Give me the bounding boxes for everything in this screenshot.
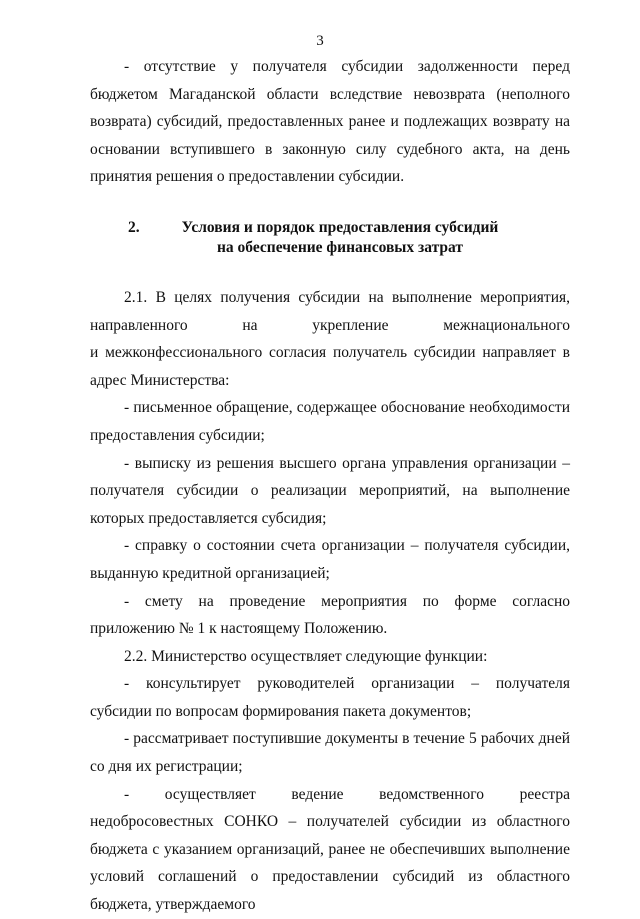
section-title-line2: на обеспечение финансовых затрат <box>216 238 464 256</box>
list-item-2-2: - рассматривает поступившие документы в течение 5 рабочих дней со дня их регистрации; <box>90 730 570 776</box>
paragraph-intro-line1: - отсутствие у получателя субсидии задолженности перед <box>124 58 570 75</box>
paragraph-2-1-rest: и межконфессионального согласия получатель субсидии направляет в адрес Министерства: <box>90 344 570 389</box>
list-item-2-2: - консультирует руководителей организации – получателя субсидии по вопросам формирования пакета документов; <box>90 675 570 720</box>
list-item-2-1: - письменное обращение, содержащее обоснование необходимости предоставления субсидии; <box>90 399 570 444</box>
list-item-2-2: - осуществляет ведение ведомственного реестра недобросовестных СОНКО – получателей субсидии из областного бюджета с указанием организаций, ранее не обеспечивших выполнение условий соглашений о предоставлении субсидий из областного бюджета, утверждаемого <box>90 785 570 914</box>
list-item-2-1: - справку о состоянии счета организации – получателя субсидии, выданную кредитной организацией; <box>90 537 570 582</box>
paragraph-intro-rest: бюджетом Магаданской области вследствие невозврата (неполного возврата) субсидий, предоставленных ранее и подлежащих возврату на основании вступившего в законную силу судебного акта, на день принятия решения о предоставлении субсидии. <box>90 85 570 186</box>
paragraph-2-2: 2.2. Министерство осуществляет следующие функции: <box>124 647 488 665</box>
paragraph-2-1-line1: 2.1. В целях получения субсидии на выполнение мероприятия, <box>124 288 570 306</box>
section-number: 2. <box>128 218 140 236</box>
section-heading <box>90 218 570 258</box>
page-number: 3 <box>316 33 324 49</box>
list-item-2-1: - смету на проведение мероприятия по форме согласно приложению № 1 к настоящему Положению. <box>90 592 570 638</box>
list-item-2-1: - выписку из решения высшего органа управления организации – получателя субсидии о реализации мероприятий, на выполнение которых предоставляется субсидия; <box>90 454 570 527</box>
section-title-line1: Условия и порядок предоставления субсидий <box>181 218 499 236</box>
document-body <box>90 53 570 919</box>
paragraph-2-1-line2: направленного на укрепление межнационального <box>90 316 570 334</box>
section-title <box>150 218 570 258</box>
